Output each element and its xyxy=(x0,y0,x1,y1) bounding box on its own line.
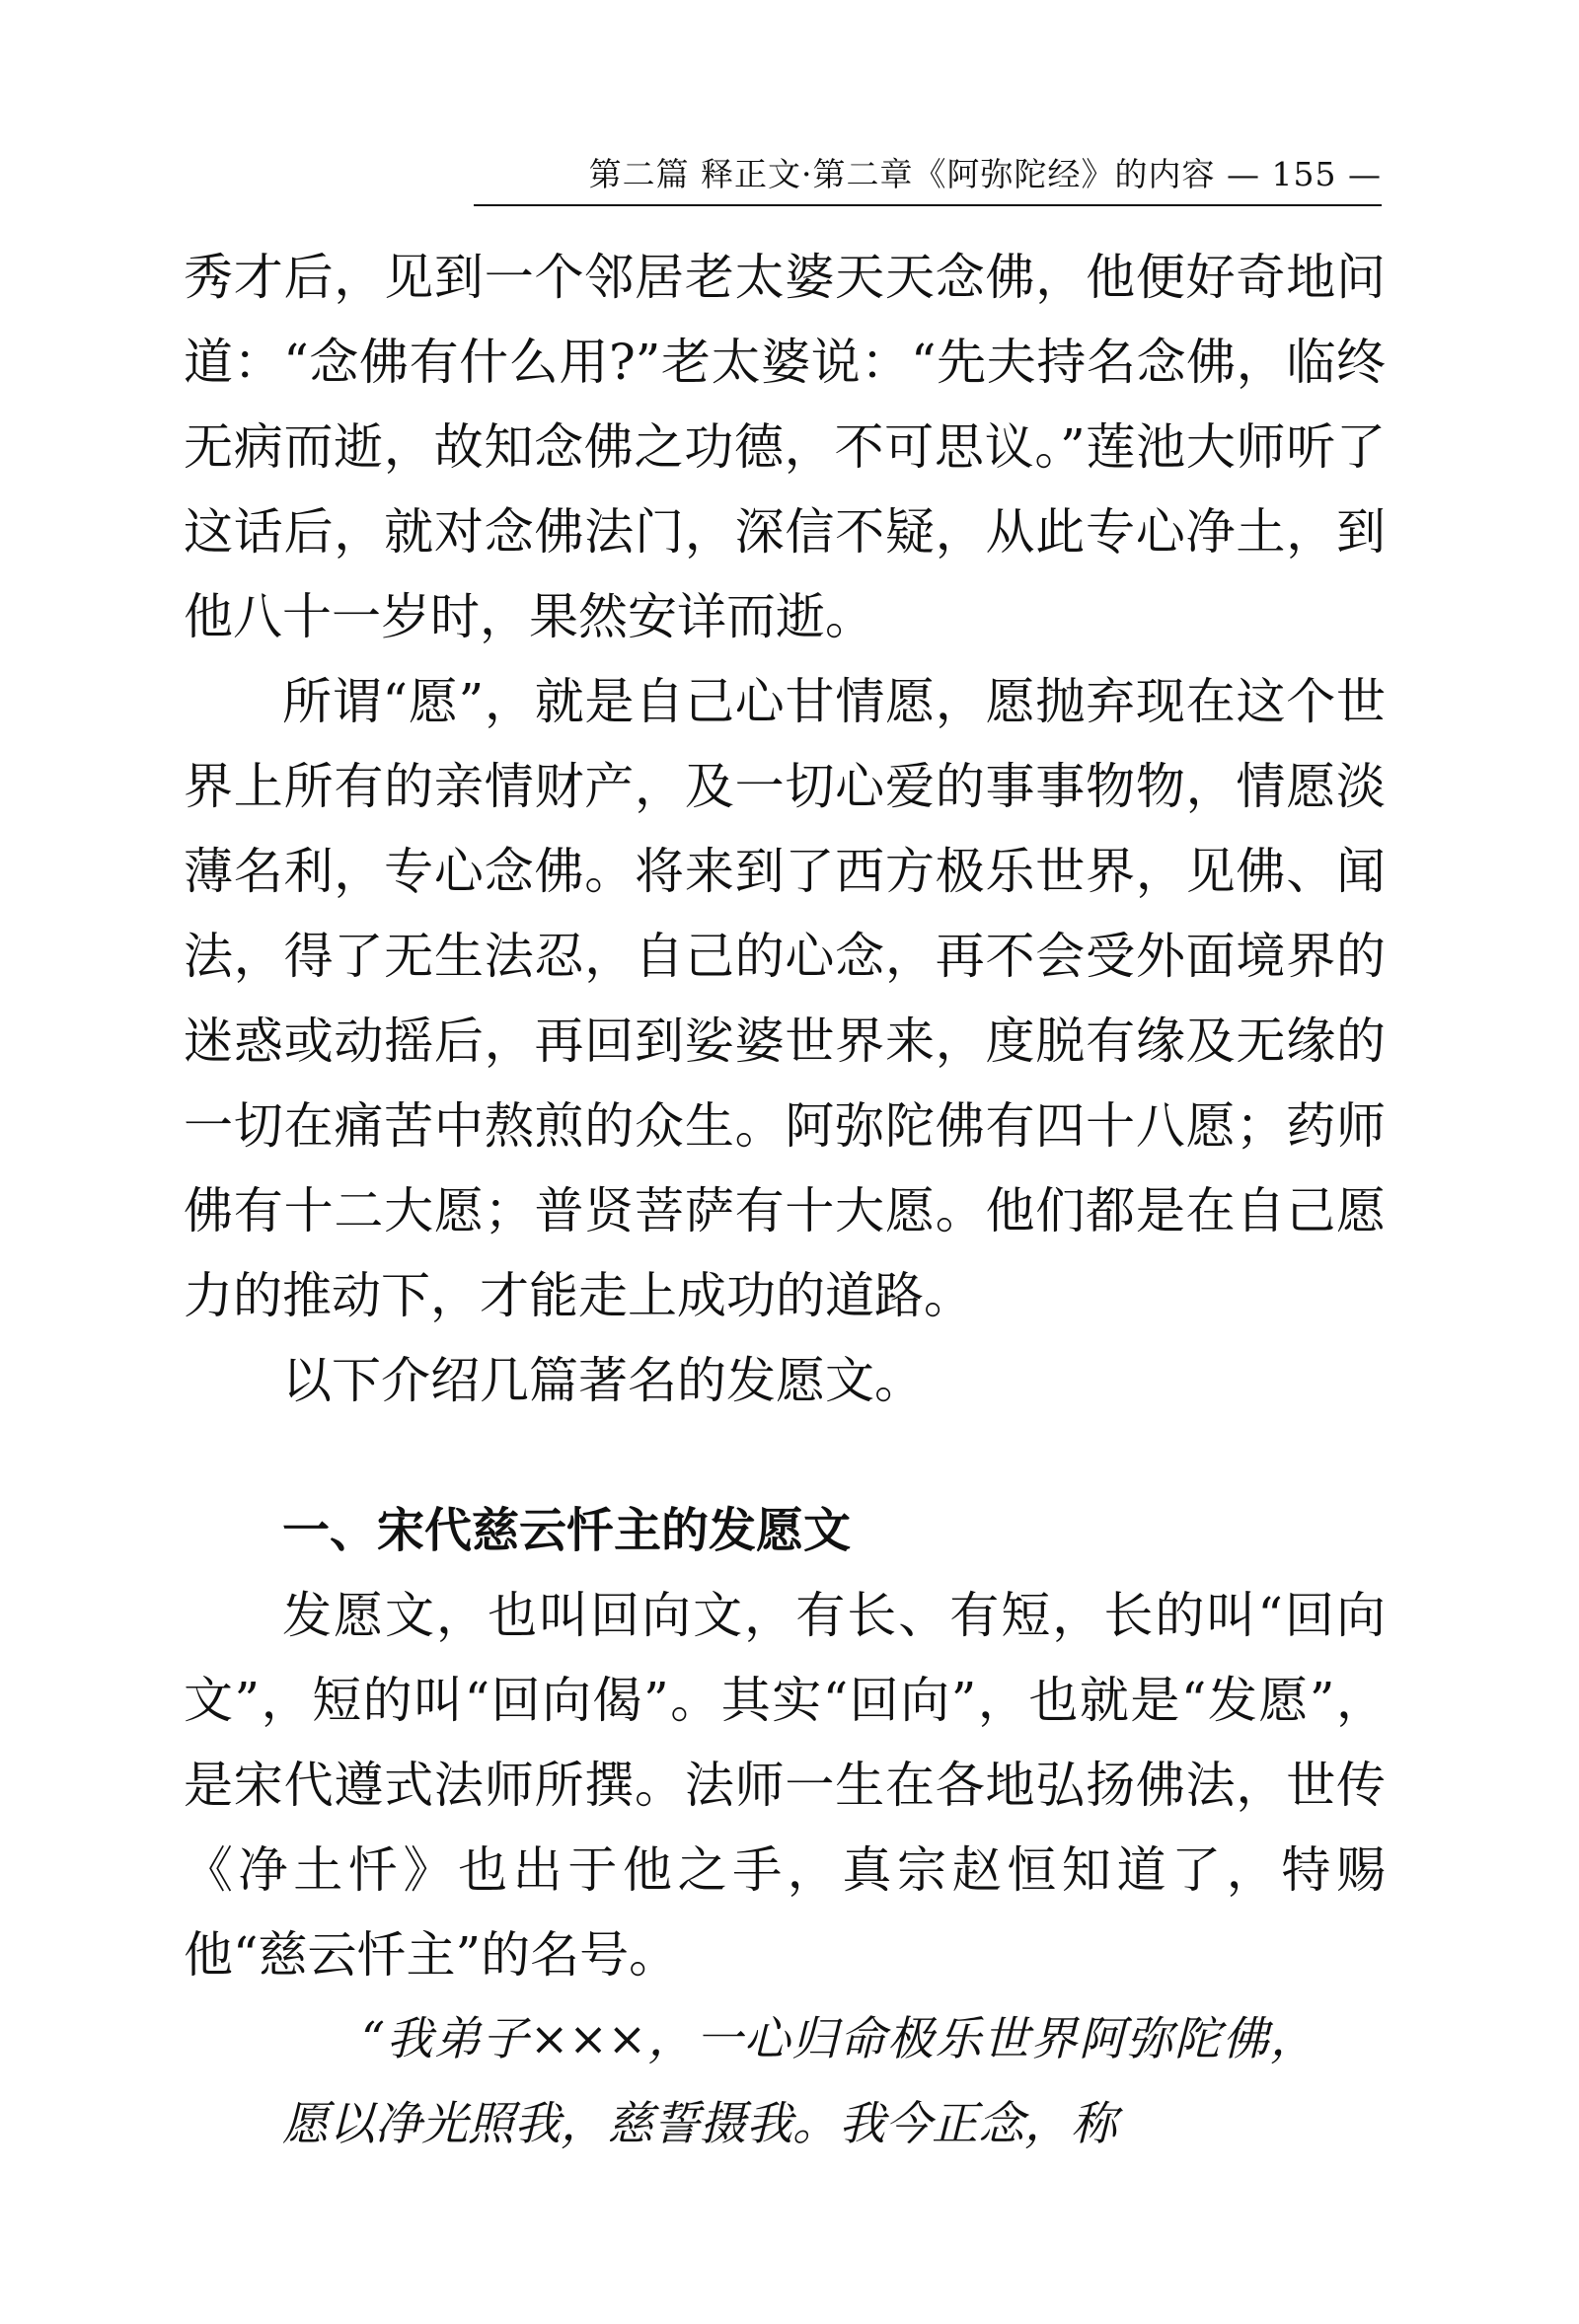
body-text xyxy=(184,235,1386,2167)
paragraph-continued: 秀才后，见到一个邻居老太婆天天念佛，他便好奇地问道：“念佛有什么用?”老太婆说：“先夫持名念佛，临终无病而逝，故知念佛之功德，不可思议。”莲池大师听了这话后，就对念佛法门，深信不疑，从此专心净土，到他八十一岁时，果然安详而逝。 xyxy=(184,249,1386,645)
paragraph-section: 发愿文，也叫回向文，有长、有短，长的叫“回向文”，短的叫“回向偈”。其实“回向”，也就是“发愿”，是宋代遵式法师所撰。法师一生在各地弘扬佛法，世传《净土忏》也出于他之手，真宗赵恒知道了，特赐他“慈云忏主”的名号。 xyxy=(184,1587,1386,1984)
section-heading: 一、宋代慈云忏主的发愿文 xyxy=(282,1503,852,1558)
header-rule xyxy=(474,204,1382,206)
paragraph-intro: 以下介绍几篇著名的发愿文。 xyxy=(282,1352,924,1409)
vow-text-quote: “我弟子×××，一心归命极乐世界阿弥陀佛，愿以净光照我，慈誓摄我。我今正念，称 xyxy=(282,2012,1316,2151)
running-header: 第二篇 释正文·第二章《阿弥陀经》的内容 — 155 — xyxy=(588,155,1382,193)
paragraph-vow-definition: 所谓“愿”，就是自己心甘情愿，愿抛弃现在这个世界上所有的亲情财产，及一切心爱的事事物物，情愿淡薄名利，专心念佛。将来到了西方极乐世界，见佛、闻法，得了无生法忍，自己的心念，再不会受外面境界的迷惑或动摇后，再回到娑婆世界来，度脱有缘及无缘的一切在痛苦中熬煎的众生。阿弥陀佛有四十八愿；药师佛有十二大愿；普贤菩萨有十大愿。他们都是在自己愿力的推动下，才能走上成功的道路。 xyxy=(184,673,1386,1324)
